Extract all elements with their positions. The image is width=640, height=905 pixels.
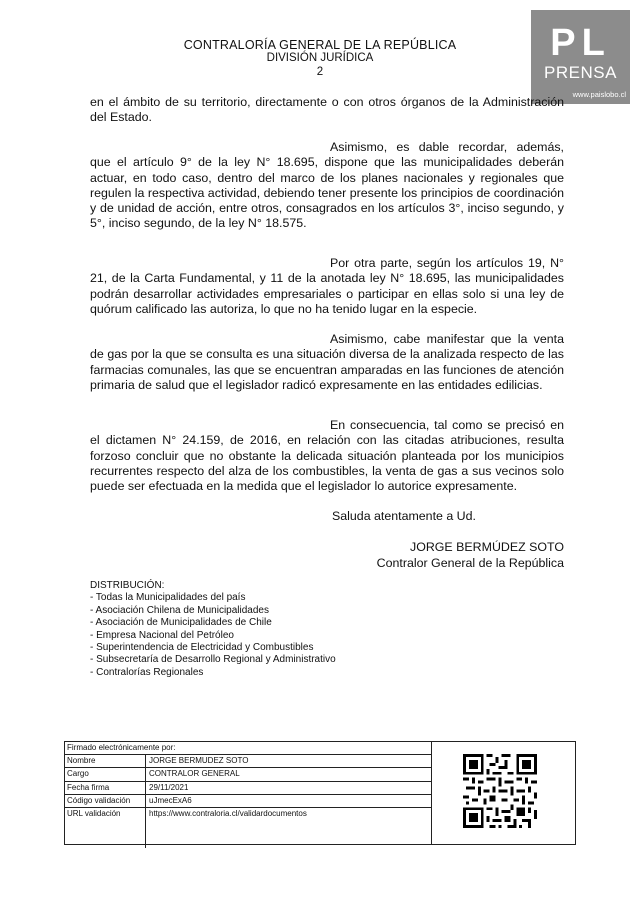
signature-block — [377, 539, 564, 571]
signer-title: Contralor General de la República — [376, 556, 564, 570]
signature-table — [65, 742, 432, 844]
signature-heading: Firmado electrónicamente por: — [65, 742, 431, 755]
row-key: Fecha firma — [65, 782, 146, 794]
table-row — [65, 782, 431, 795]
list-item: - Superintendencia de Electricidad y Combustibles — [90, 642, 314, 654]
distribution-heading: DISTRIBUCIÓN: — [90, 580, 165, 591]
row-value: 29/11/2021 — [149, 782, 189, 792]
signer-name: JORGE BERMÚDEZ SOTO — [410, 540, 564, 554]
row-value: CONTRALOR GENERAL — [149, 769, 240, 779]
paragraph-block — [90, 256, 564, 317]
table-row — [65, 795, 431, 808]
logo-url: www.paislobo.cl — [572, 90, 626, 99]
paragraph: Asimismo, cabe manifestar que la venta de gas por la que se consulta es una situación diversa de la analizada respecto de las farmacias comunales, las que se encuentran amparadas en las funciones de atención primaria de salud que el legislador radicó expresamente en las entidades edilicias. — [90, 332, 564, 392]
document-header — [0, 38, 640, 79]
paragraph: en el ámbito de su territorio, directamente o con otros órganos de la Administración del Estado. — [90, 95, 564, 125]
list-item: - Empresa Nacional del Petróleo — [90, 629, 234, 641]
org-name: CONTRALORÍA GENERAL DE LA REPÚBLICA — [183, 38, 457, 52]
list-item: - Todas la Municipalidades del país — [90, 592, 246, 604]
salutation: Saluda atentamente a Ud. — [332, 509, 476, 523]
electronic-signature-box — [64, 741, 576, 845]
qr-code[interactable] — [463, 754, 537, 828]
paragraph: Por otra parte, según los artículos 19, N° 21, de la Carta Fundamental, y 11 de la anotada ley N° 18.695, las municipalidades podrán desarrollar actividades empresariales o participar en ellas solo si una ley de quórum calificado las autoriza, lo que no ha tenido lugar en la especie. — [90, 256, 564, 316]
paragraph-block — [90, 332, 564, 393]
page-number: 2 — [316, 66, 324, 78]
distribution-list — [90, 580, 336, 679]
list-item: - Subsecretaría de Desarrollo Regional y Administrativo — [90, 654, 336, 666]
list-item: - Asociación Chilena de Municipalidades — [90, 604, 269, 616]
paragraph-block — [90, 418, 564, 494]
list-item: - Contralorías Regionales — [90, 666, 204, 678]
paragraph-continuation — [90, 95, 564, 126]
row-value: uJmecExA6 — [149, 795, 192, 805]
row-value: https://www.contraloria.cl/validardocumentos — [149, 809, 307, 819]
row-key: Cargo — [65, 768, 146, 780]
paragraph: Asimismo, es dable recordar, además, que el artículo 9° de la ley N° 18.695, dispone que las municipalidades deberán actuar, en todo caso, dentro del marco de los planes nacionales y regionales que regulen la respectiva actividad, debiendo tener presente los principios de coordinación y de unidad de acción, entre otros, consagrados en los artículos 3°, inciso segundo, y 5°, inciso segundo, de la ley N° 18.575. — [90, 140, 564, 231]
paragraph-block — [90, 140, 564, 232]
row-key: Nombre — [65, 755, 146, 767]
row-value: JORGE BERMUDEZ SOTO — [149, 756, 249, 765]
table-row — [65, 755, 431, 768]
logo-word: PRENSA — [544, 63, 617, 82]
paragraph: En consecuencia, tal como se precisó en el dictamen N° 24.159, de 2016, en relación con las citadas atribuciones, resulta forzoso concluir que no obstante la delicada situación planteada por los municipios recurrentes respecto del alza de los combustibles, la venta de gas a sus vecinos solo puede ser efectuada en la medida que el legislador lo autorice expresamente. — [90, 418, 564, 494]
logo-initials: PL — [550, 22, 611, 64]
row-key: URL validación — [65, 808, 146, 848]
table-row — [65, 808, 431, 848]
table-row — [65, 768, 431, 781]
list-item: - Asociación de Municipalidades de Chile — [90, 617, 272, 629]
division-name: DIVISIÓN JURÍDICA — [266, 52, 374, 64]
row-key: Código validación — [65, 795, 146, 807]
